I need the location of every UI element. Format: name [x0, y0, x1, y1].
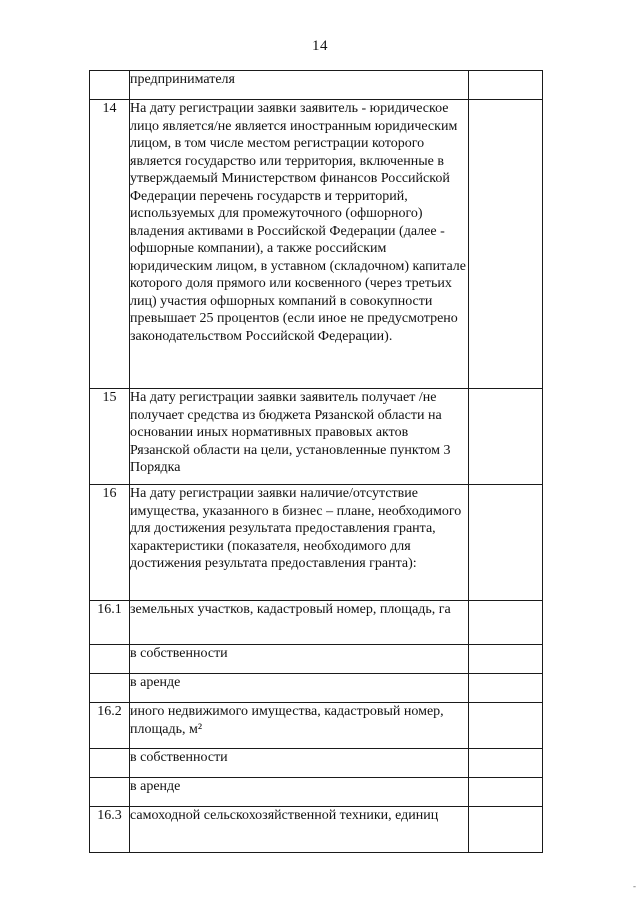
- answer-cell[interactable]: [469, 601, 543, 645]
- table-row: [90, 71, 543, 100]
- row-text: самоходной сельскохозяйственной техники, единиц: [130, 807, 469, 853]
- row-number: 15: [90, 389, 130, 485]
- row-text: На дату регистрации заявки заявитель - юридическое лицо является/не является иностранным юридическим лицом, в том числе местом регистрации которого является государство или территория, включенные в утверждаемый Министерством финансов Российской Федерации перечень государств и территорий, используемых для промежуточного (офшорного) владения активами в Российской Федерации (далее - офшорные компании), а также российским юридическим лицом, в уставном (складочном) капитале которого доля прямого или косвенного (через третьих лиц) участия офшорных компаний в совокупности превышает 25 процентов (если иное не предусмотрено законодательством Российской Федерации).: [130, 100, 469, 389]
- row-number: 16: [90, 485, 130, 601]
- row-number: [90, 749, 130, 778]
- answer-cell[interactable]: [469, 674, 543, 703]
- row-number: 16.3: [90, 807, 130, 853]
- table-row: [90, 485, 543, 601]
- table-row: [90, 100, 543, 389]
- answer-cell[interactable]: [469, 485, 543, 601]
- answer-cell[interactable]: [469, 100, 543, 389]
- answer-cell[interactable]: [469, 807, 543, 853]
- edge-mark: -: [633, 881, 636, 891]
- row-number: [90, 71, 130, 100]
- application-form-table: [89, 70, 543, 853]
- row-number: 16.1: [90, 601, 130, 645]
- answer-cell[interactable]: [469, 703, 543, 749]
- table-row: [90, 389, 543, 485]
- row-number: [90, 778, 130, 807]
- table-row: [90, 749, 543, 778]
- answer-cell[interactable]: [469, 778, 543, 807]
- row-number: 16.2: [90, 703, 130, 749]
- table-row: [90, 645, 543, 674]
- row-number: [90, 674, 130, 703]
- table-row: [90, 807, 543, 853]
- row-text: земельных участков, кадастровый номер, площадь, га: [130, 601, 469, 645]
- row-text: в собственности: [130, 645, 469, 674]
- page-number: 14: [312, 38, 328, 54]
- row-text: На дату регистрации заявки наличие/отсутствие имущества, указанного в бизнес – плане, необходимого для достижения результата предоставления гранта, характеристики (показателя, необходимого для достижения результата предоставления гранта):: [130, 485, 469, 601]
- table-row: [90, 601, 543, 645]
- answer-cell[interactable]: [469, 389, 543, 485]
- row-text: в собственности: [130, 749, 469, 778]
- answer-cell[interactable]: [469, 71, 543, 100]
- row-text: На дату регистрации заявки заявитель получает /не получает средства из бюджета Рязанской области на основании иных нормативных правовых актов Рязанской области на цели, установленные пунктом 3 Порядка: [130, 389, 469, 485]
- row-number: 14: [90, 100, 130, 389]
- table-row: [90, 778, 543, 807]
- row-text: в аренде: [130, 778, 469, 807]
- table-row: [90, 674, 543, 703]
- table-row: [90, 703, 543, 749]
- answer-cell[interactable]: [469, 645, 543, 674]
- answer-cell[interactable]: [469, 749, 543, 778]
- row-number: [90, 645, 130, 674]
- row-text: предпринимателя: [130, 71, 469, 100]
- row-text: иного недвижимого имущества, кадастровый номер, площадь, м²: [130, 703, 469, 749]
- row-text: в аренде: [130, 674, 469, 703]
